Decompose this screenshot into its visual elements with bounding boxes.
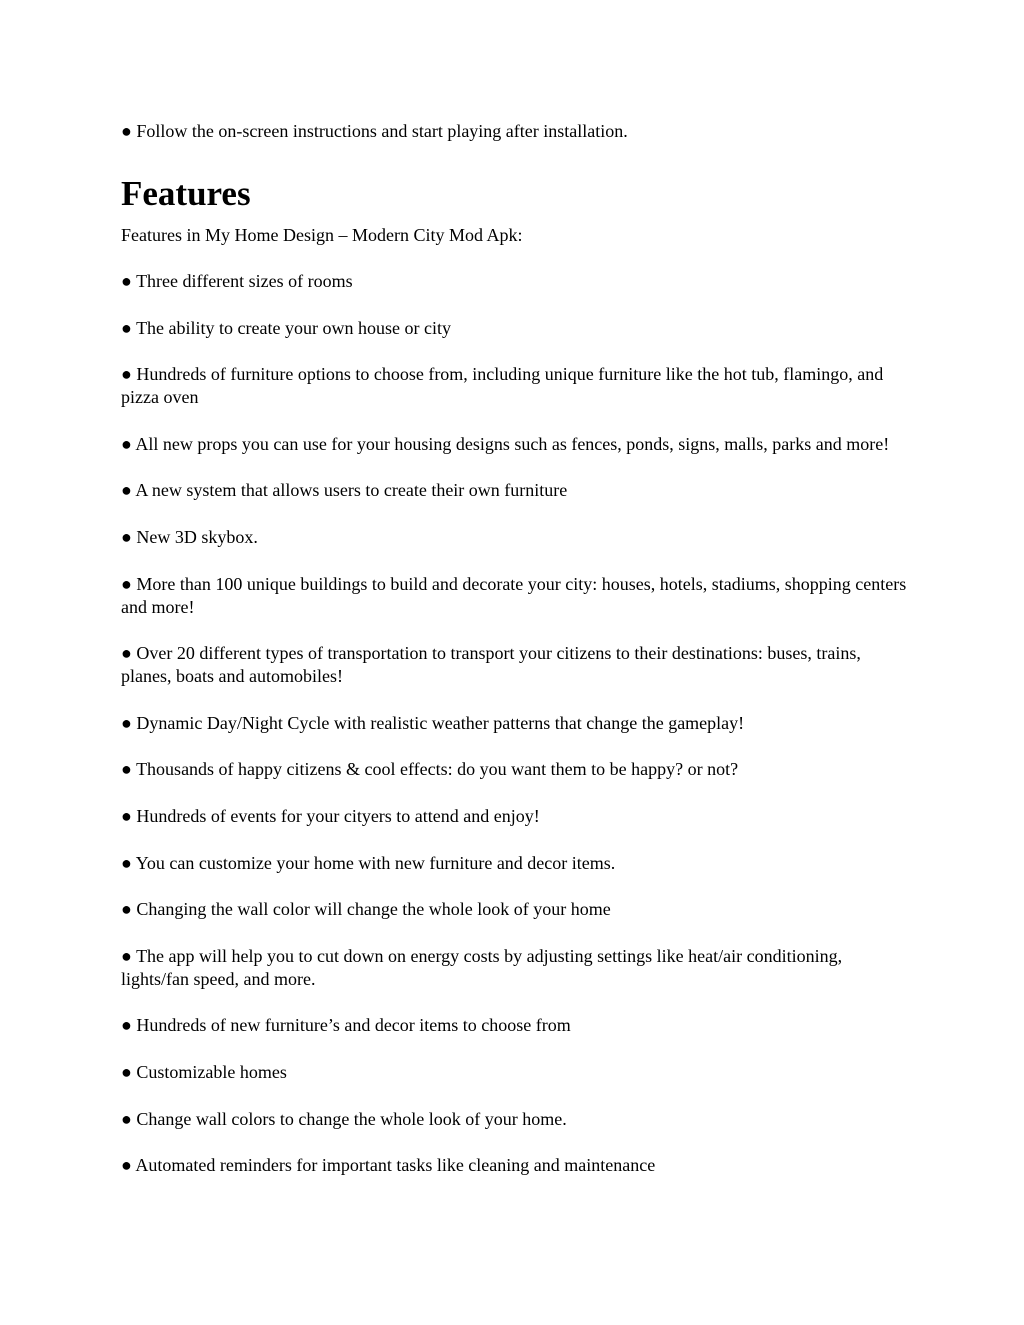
- feature-list-item: [121, 1154, 911, 1177]
- bullet-icon: ●: [121, 364, 132, 385]
- feature-text: Over 20 different types of transportation to transport your citizens to their destinations: buses, trains, planes, boats and automobiles!: [121, 643, 861, 687]
- bullet-icon: ●: [121, 643, 132, 664]
- intro-text: Follow the on-screen instructions and start playing after installation.: [136, 121, 628, 141]
- bullet-icon: ●: [121, 805, 132, 826]
- bullet-icon: ●: [121, 526, 132, 547]
- feature-text: Thousands of happy citizens & cool effects: do you want them to be happy? or not?: [136, 759, 739, 780]
- feature-list-item: [121, 433, 911, 456]
- feature-text: You can customize your home with new furniture and decor items.: [135, 852, 616, 873]
- bullet-icon: ●: [121, 759, 132, 780]
- feature-text: Automated reminders for important tasks like cleaning and maintenance: [135, 1155, 656, 1176]
- feature-list-item: [121, 363, 911, 409]
- feature-list-item: [121, 758, 911, 781]
- feature-list-item: [121, 805, 911, 828]
- features-heading: Features: [121, 174, 251, 213]
- feature-text: Changing the wall color will change the whole look of your home: [136, 899, 611, 920]
- features-lead: Features in My Home Design – Modern City Mod Apk:: [121, 225, 523, 245]
- feature-list-item: [121, 1061, 911, 1084]
- intro-bullet-item: [121, 120, 628, 143]
- bullet-icon: ●: [121, 1155, 132, 1176]
- feature-text: All new props you can use for your housing designs such as fences, ponds, signs, malls, parks and more!: [135, 433, 890, 454]
- bullet-icon: ●: [121, 899, 132, 920]
- feature-text: Hundreds of new furniture’s and decor items to choose from: [136, 1015, 571, 1036]
- bullet-icon: ●: [121, 945, 132, 966]
- feature-text: Change wall colors to change the whole look of your home.: [136, 1108, 567, 1129]
- feature-list-item: [121, 479, 911, 502]
- feature-text: The ability to create your own house or city: [136, 317, 451, 338]
- bullet-icon: ●: [121, 1108, 132, 1129]
- feature-list-item: [121, 1108, 911, 1131]
- bullet-icon: ●: [121, 1015, 132, 1036]
- feature-text: The app will help you to cut down on energy costs by adjusting settings like heat/air conditioning, lights/fan speed, and more.: [121, 945, 843, 989]
- feature-text: A new system that allows users to create their own furniture: [135, 480, 568, 501]
- feature-text: Customizable homes: [136, 1061, 287, 1082]
- feature-text: Hundreds of furniture options to choose from, including unique furniture like the hot tub, flamingo, and pizza oven: [121, 364, 884, 408]
- feature-text: Hundreds of events for your cityers to attend and enjoy!: [136, 805, 540, 826]
- feature-text: New 3D skybox.: [136, 526, 258, 547]
- bullet-icon: ●: [121, 573, 132, 594]
- feature-list-item: [121, 945, 911, 991]
- feature-text: Dynamic Day/Night Cycle with realistic weather patterns that change the gameplay!: [136, 712, 745, 733]
- bullet-icon: ●: [121, 852, 132, 873]
- features-list: [121, 270, 911, 1201]
- bullet-icon: ●: [121, 1061, 132, 1082]
- feature-list-item: [121, 526, 911, 549]
- bullet-icon: ●: [121, 480, 132, 501]
- feature-list-item: [121, 317, 911, 340]
- feature-list-item: [121, 270, 911, 293]
- feature-list-item: [121, 642, 911, 688]
- bullet-icon: ●: [121, 433, 132, 454]
- feature-list-item: [121, 712, 911, 735]
- bullet-icon: ●: [121, 317, 132, 338]
- bullet-icon: ●: [121, 271, 132, 291]
- feature-text: More than 100 unique buildings to build and decorate your city: houses, hotels, stadiums, shopping centers and more!: [121, 573, 907, 617]
- feature-list-item: [121, 898, 911, 921]
- feature-list-item: [121, 852, 911, 875]
- feature-list-item: [121, 1014, 911, 1037]
- bullet-icon: ●: [121, 121, 132, 141]
- bullet-icon: ●: [121, 712, 132, 733]
- feature-list-item: [121, 573, 911, 619]
- feature-text: Three different sizes of rooms: [136, 271, 353, 291]
